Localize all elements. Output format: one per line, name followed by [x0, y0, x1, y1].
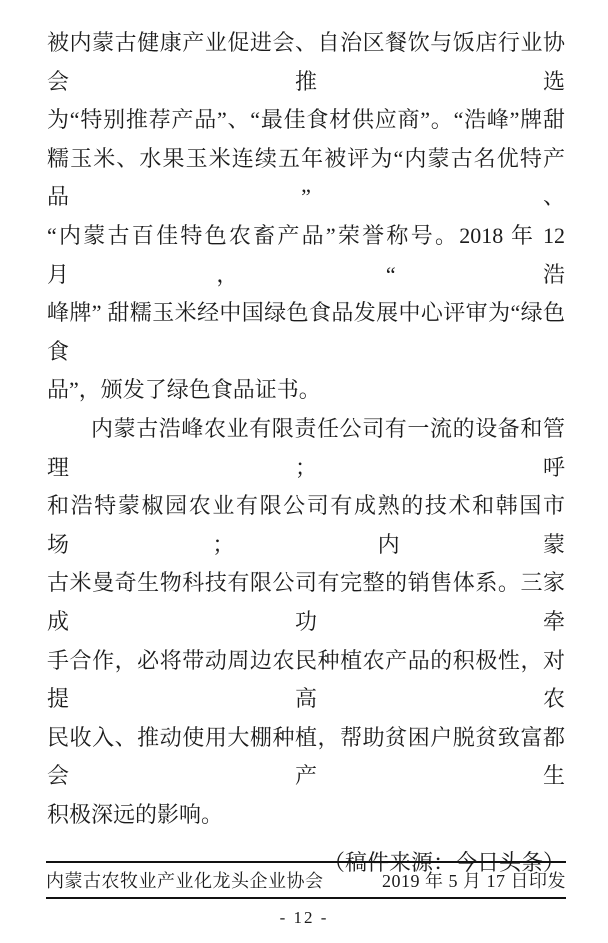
footer-organization: 内蒙古农牧业产业化龙头企业协会 [46, 871, 324, 891]
body-line: 古米曼奇生物科技有限公司有完整的销售体系。三家成功牵 [47, 570, 565, 634]
body-line: 品”，颁发了绿色食品证书。 [47, 377, 321, 403]
body-line: “内蒙古百佳特色农畜产品”荣誉称号。2018 年 12 月，“浩 [47, 222, 565, 287]
body-line: 和浩特蒙椒园农业有限公司有成熟的技术和韩国市场；内蒙 [47, 493, 565, 557]
body-line: 为“特别推荐产品”、“最佳食材供应商”。“浩峰”牌甜 [47, 107, 565, 133]
page-number: - 12 - [279, 908, 329, 927]
body-line: 内蒙古浩峰农业有限责任公司有一流的设备和管理；呼 [47, 415, 565, 480]
footer-print-date: 2019 年 5 月 17 日印发 [382, 871, 566, 891]
body-line: 峰牌” 甜糯玉米经中国绿色食品发展中心评审为“绿色食 [47, 300, 565, 364]
document-body [47, 24, 565, 883]
body-line: 被内蒙古健康产业促进会、自治区餐饮与饭店行业协会推选 [47, 30, 565, 94]
body-line: 积极深远的影响。 [47, 801, 224, 827]
body-line: 糯玉米、水果玉米连续五年被评为“内蒙古名优特产品”、 [47, 145, 565, 210]
footer [46, 861, 566, 899]
paragraph-2 [47, 410, 565, 835]
paragraph-1 [47, 24, 565, 410]
body-line: 手合作，必将带动周边农民种植农产品的积极性，对提高农 [47, 647, 565, 712]
body-line: 民收入、推动使用大棚种植，帮助贫困户脱贫致富都会产生 [47, 724, 565, 789]
source-attribution: （稿件来源：今日头条） [322, 850, 565, 876]
